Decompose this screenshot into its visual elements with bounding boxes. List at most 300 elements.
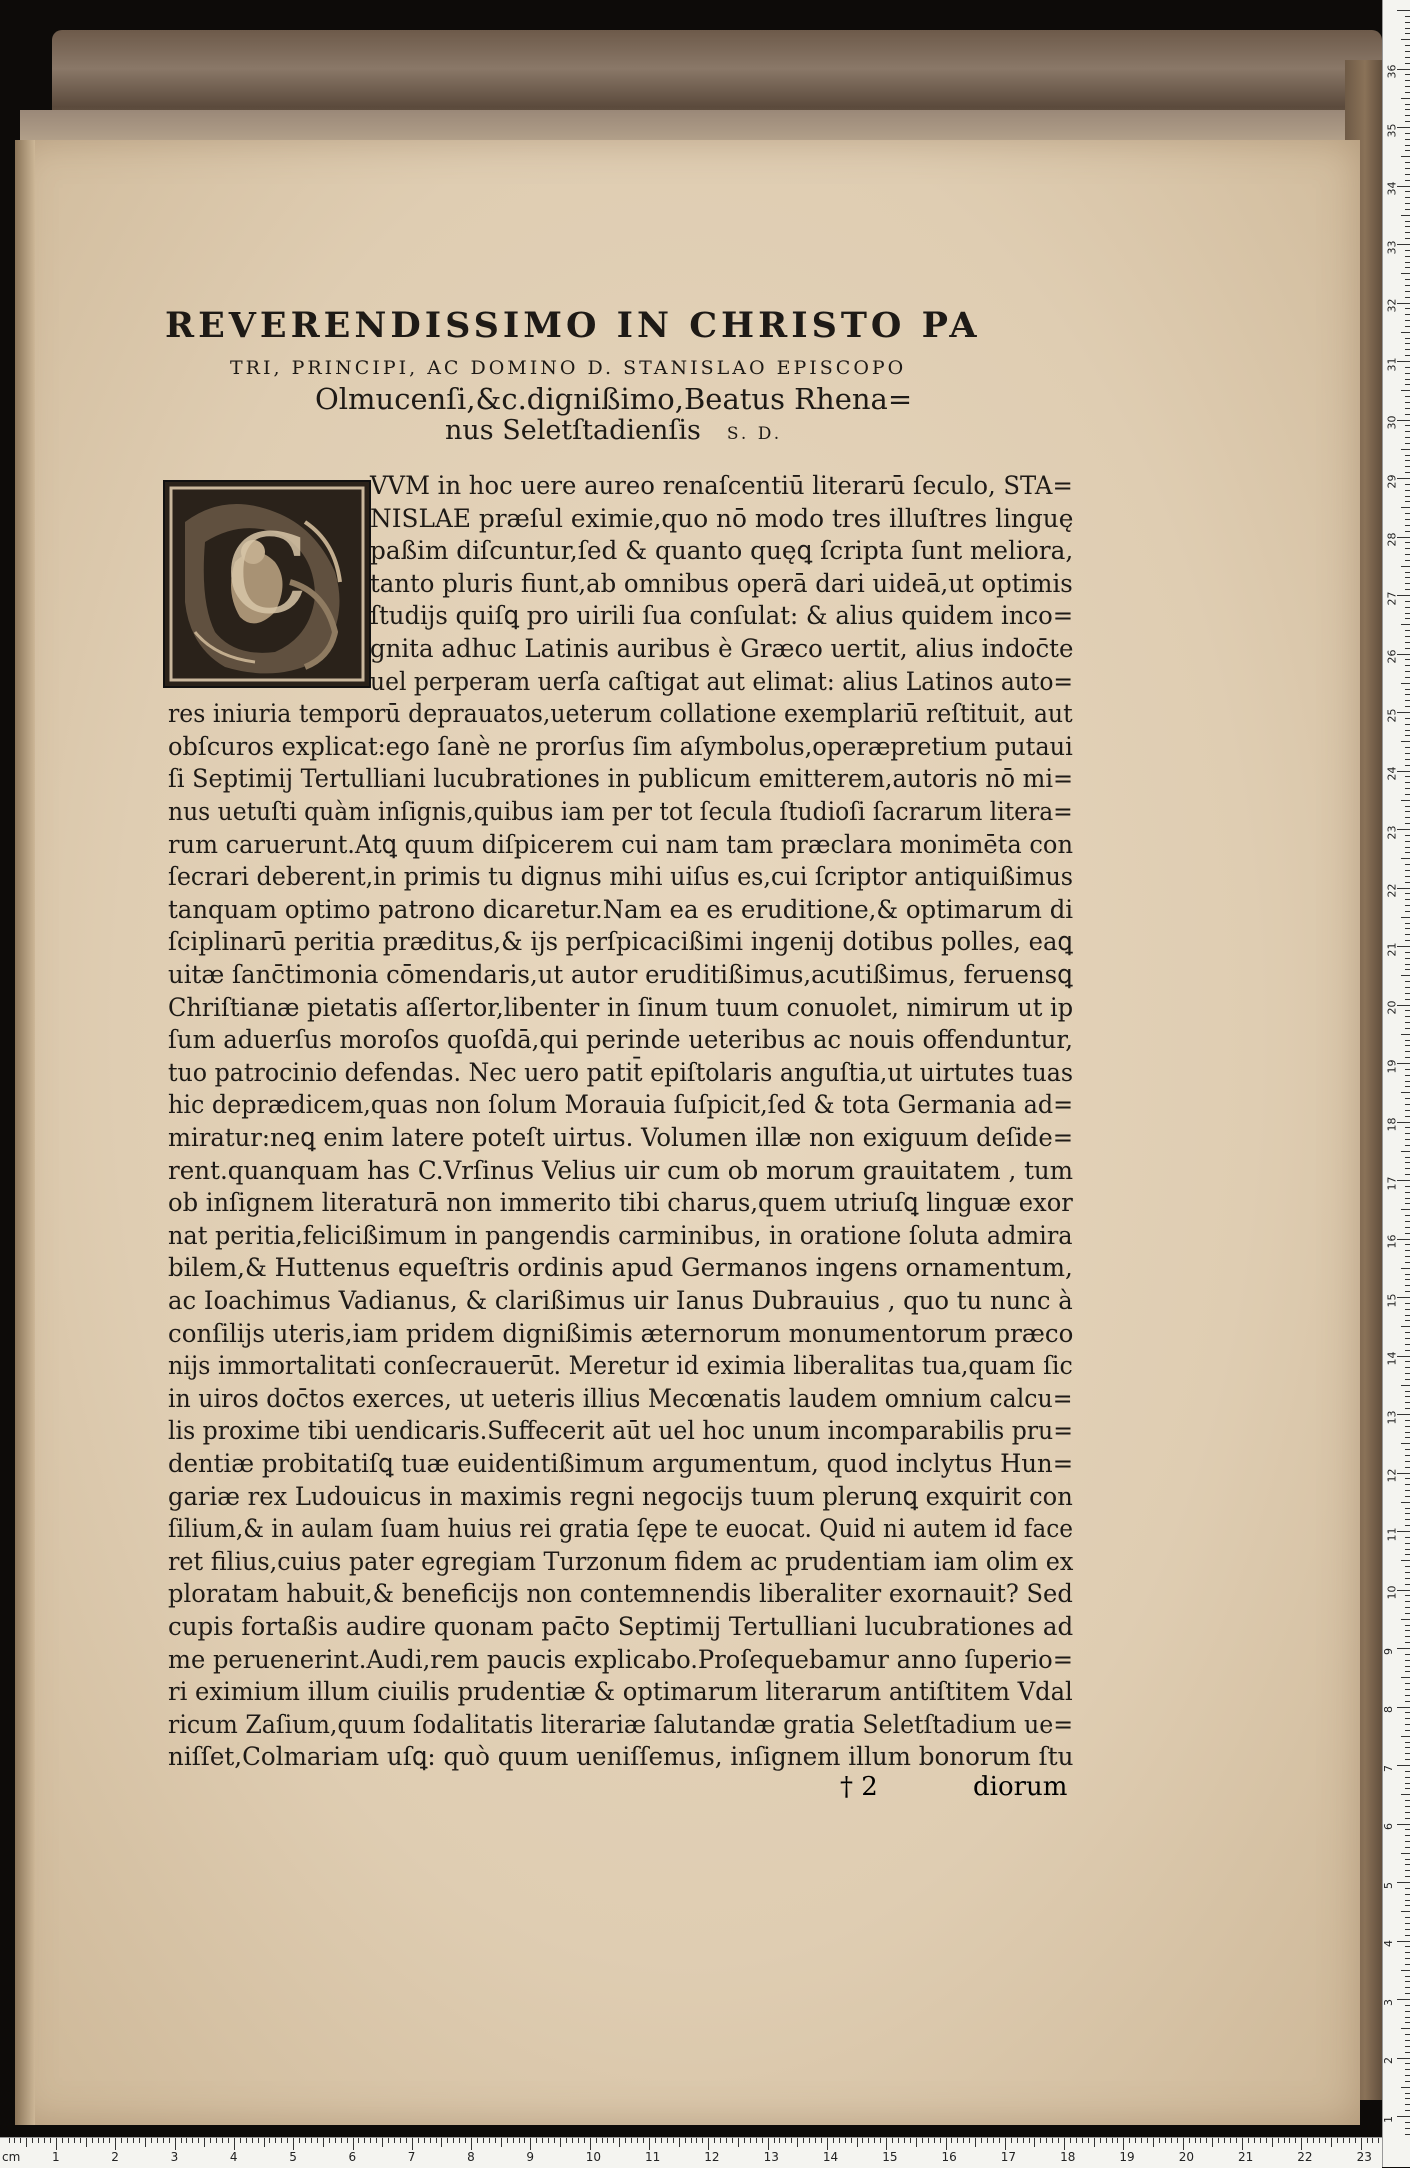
ruler-tick bbox=[1397, 1005, 1410, 1006]
ruler-tick bbox=[779, 2138, 780, 2143]
ruler-tick bbox=[1405, 197, 1410, 198]
ruler-tick bbox=[1405, 2128, 1410, 2129]
ruler-tick bbox=[1405, 262, 1410, 263]
ruler-tick bbox=[584, 2138, 585, 2143]
ruler-tick bbox=[1405, 1215, 1410, 1216]
ruler-tick bbox=[1405, 613, 1410, 614]
ruler-tick bbox=[1405, 314, 1410, 315]
ruler-tick bbox=[1405, 191, 1410, 192]
ruler-tick bbox=[1405, 414, 1410, 415]
ruler-tick bbox=[1405, 958, 1410, 959]
ruler-tick bbox=[234, 2138, 235, 2150]
ruler-tick bbox=[145, 2138, 146, 2147]
ruler-tick bbox=[299, 2138, 300, 2143]
ruler-tick bbox=[376, 2138, 377, 2143]
ruler-tick bbox=[1405, 431, 1410, 432]
ruler-tick bbox=[1405, 706, 1410, 707]
ruler-tick bbox=[1011, 2138, 1012, 2143]
ruler-tick bbox=[1405, 1256, 1410, 1257]
ruler-tick bbox=[1405, 174, 1410, 175]
ruler-tick bbox=[1405, 1888, 1410, 1889]
ruler-tick bbox=[1405, 1028, 1410, 1029]
ruler-tick bbox=[951, 2138, 952, 2143]
ruler-tick bbox=[436, 2138, 437, 2143]
ruler-tick bbox=[477, 2138, 478, 2143]
ruler-tick bbox=[1405, 1800, 1410, 1801]
ruler-tick bbox=[192, 2138, 193, 2143]
ruler-tick bbox=[186, 2138, 187, 2143]
ruler-label: 15 bbox=[882, 2150, 898, 2164]
ruler-tick bbox=[916, 2138, 917, 2147]
ruler-tick bbox=[1405, 1636, 1410, 1637]
ruler-tick bbox=[637, 2138, 638, 2143]
ruler-unit: cm bbox=[2, 2150, 21, 2164]
body-line: uel perperam uerſa caſtigat aut elimat: alius Latinos auto= bbox=[370, 666, 1074, 697]
body-line: gariæ rex Ludouicus in maximis regni negocijs tuum plerunꝗ exquirit con bbox=[168, 1481, 1073, 1512]
ruler-tick bbox=[981, 2138, 982, 2143]
ruler-tick bbox=[1405, 730, 1410, 731]
heading-line-2: TRI, PRINCIPI, AC DOMINO D. STANISLAO EPISCOPO bbox=[230, 357, 907, 379]
ruler-tick bbox=[1405, 150, 1410, 151]
ruler-tick bbox=[1405, 1835, 1410, 1836]
ruler-tick bbox=[56, 2138, 57, 2150]
ruler-tick bbox=[679, 2138, 680, 2147]
ruler-tick bbox=[305, 2138, 306, 2143]
ruler-tick bbox=[501, 2138, 502, 2147]
ruler-tick bbox=[139, 2138, 140, 2143]
ruler-tick bbox=[246, 2138, 247, 2143]
ruler-tick bbox=[1397, 420, 1410, 421]
ruler-tick bbox=[92, 2138, 93, 2143]
ruler-tick bbox=[1405, 700, 1410, 701]
ruler-tick bbox=[1397, 1473, 1410, 1474]
ruler-label: 29 bbox=[1385, 474, 1399, 488]
heading-line-1: REVERENDISSIMO IN CHRISTO PA bbox=[165, 305, 981, 346]
ruler-tick bbox=[1117, 2138, 1118, 2143]
ruler-tick bbox=[655, 2138, 656, 2143]
initial-letter-glyph: C bbox=[224, 510, 310, 638]
ruler-tick bbox=[1405, 355, 1410, 356]
ruler-tick bbox=[1401, 2087, 1410, 2088]
ruler-tick bbox=[1405, 139, 1410, 140]
body-line: nus uetuſti quàm inſignis,quibus iam per tot ſecula ſtudioſi ſacrarum litera= bbox=[168, 797, 1073, 827]
ruler-tick bbox=[1405, 1391, 1410, 1392]
ruler-tick bbox=[519, 2138, 520, 2143]
ruler-tick bbox=[1405, 1578, 1410, 1579]
ruler-tick bbox=[1405, 1981, 1410, 1982]
ruler-tick bbox=[898, 2138, 899, 2143]
ruler-tick bbox=[1405, 1116, 1410, 1117]
ruler-tick bbox=[1401, 1092, 1410, 1093]
body-line: res iniuria temporū deprauatos,ueterum collatione exemplariū reſtituit, aut bbox=[168, 699, 1073, 730]
ruler-tick bbox=[1405, 940, 1410, 941]
ruler-tick bbox=[1401, 273, 1410, 274]
ruler-label: 20 bbox=[1385, 1000, 1399, 1015]
ruler-tick bbox=[1405, 1695, 1410, 1696]
ruler-label: 28 bbox=[1385, 532, 1399, 547]
ruler-tick bbox=[1405, 1478, 1410, 1479]
ruler-tick bbox=[1405, 548, 1410, 549]
ruler-tick bbox=[495, 2138, 496, 2143]
ruler-tick bbox=[175, 2138, 176, 2150]
ruler-tick bbox=[1405, 256, 1410, 257]
ruler-tick bbox=[1405, 1145, 1410, 1146]
ruler-tick bbox=[1405, 1788, 1410, 1789]
ruler-tick bbox=[1405, 1946, 1410, 1947]
ruler-tick bbox=[1405, 1490, 1410, 1491]
ruler-tick bbox=[1183, 2138, 1184, 2150]
ruler-tick bbox=[1405, 1549, 1410, 1550]
ruler-tick bbox=[1405, 893, 1410, 894]
ruler-tick bbox=[1405, 1075, 1410, 1076]
ruler-tick bbox=[1397, 1648, 1410, 1649]
ruler-tick bbox=[181, 2138, 182, 2143]
ruler-tick bbox=[1405, 1379, 1410, 1380]
ruler-tick bbox=[1405, 1250, 1410, 1251]
ruler-tick bbox=[1405, 297, 1410, 298]
ruler-tick bbox=[1405, 1233, 1410, 1234]
ruler-tick bbox=[957, 2138, 958, 2143]
ruler-tick bbox=[691, 2138, 692, 2143]
ruler-tick bbox=[1405, 1420, 1410, 1421]
ruler-tick bbox=[1405, 677, 1410, 678]
ruler-tick bbox=[1401, 1209, 1410, 1210]
ruler-tick bbox=[590, 2138, 591, 2150]
ruler-label: 27 bbox=[1385, 591, 1399, 605]
ruler-tick bbox=[1405, 1595, 1410, 1596]
ruler-tick bbox=[1405, 1098, 1410, 1099]
ruler-tick bbox=[1405, 455, 1410, 456]
ruler-tick bbox=[554, 2138, 555, 2143]
ruler-tick bbox=[1405, 782, 1410, 783]
ruler-tick bbox=[252, 2138, 253, 2143]
ruler-tick bbox=[1405, 209, 1410, 210]
ruler-tick bbox=[1405, 373, 1410, 374]
ruler-tick bbox=[1405, 1759, 1410, 1760]
ruler-tick bbox=[1405, 408, 1410, 409]
ruler-tick bbox=[1405, 1198, 1410, 1199]
ruler-tick bbox=[791, 2138, 792, 2143]
ruler-label: 5 bbox=[1382, 1881, 1395, 1889]
ruler-tick bbox=[281, 2138, 282, 2143]
ruler-tick bbox=[80, 2138, 81, 2143]
ruler-tick bbox=[121, 2138, 122, 2143]
ruler-tick bbox=[1405, 16, 1410, 17]
ruler-tick bbox=[1401, 624, 1410, 625]
ruler-tick bbox=[483, 2138, 484, 2143]
ruler-tick bbox=[1023, 2138, 1024, 2143]
ruler-tick bbox=[1405, 133, 1410, 134]
ruler-tick bbox=[198, 2138, 199, 2143]
ruler-tick bbox=[1405, 2046, 1410, 2047]
ruler-tick bbox=[1401, 1970, 1410, 1971]
ruler-tick bbox=[1405, 1642, 1410, 1643]
ruler-tick bbox=[880, 2138, 881, 2143]
ruler-tick bbox=[1405, 472, 1410, 473]
ruler-tick bbox=[204, 2138, 205, 2147]
ruler-tick bbox=[1401, 1911, 1410, 1912]
ruler-tick bbox=[1405, 1625, 1410, 1626]
ruler-tick bbox=[1405, 905, 1410, 906]
ruler-tick bbox=[1397, 595, 1410, 596]
ruler-tick bbox=[1405, 384, 1410, 385]
ruler-tick bbox=[578, 2138, 579, 2143]
ruler-tick bbox=[1397, 1531, 1410, 1532]
ruler-tick bbox=[1405, 1461, 1410, 1462]
ruler-tick bbox=[98, 2138, 99, 2143]
ruler-tick bbox=[667, 2138, 668, 2143]
ruler-tick bbox=[1405, 1432, 1410, 1433]
ruler-tick bbox=[1405, 115, 1410, 116]
ruler-tick bbox=[1378, 2138, 1379, 2143]
decorated-initial-letter bbox=[163, 480, 371, 688]
ruler-tick bbox=[1405, 63, 1410, 64]
ruler-tick bbox=[1405, 601, 1410, 602]
ruler-tick bbox=[1147, 2138, 1148, 2143]
ruler-tick bbox=[1405, 2052, 1410, 2053]
ruler-tick bbox=[1405, 999, 1410, 1000]
ruler-tick bbox=[50, 2138, 51, 2143]
ruler-tick bbox=[649, 2138, 650, 2150]
ruler-tick bbox=[1070, 2138, 1071, 2143]
ruler-tick bbox=[1405, 1666, 1410, 1667]
ruler-tick bbox=[1405, 1373, 1410, 1374]
ruler-tick bbox=[1401, 800, 1410, 801]
ruler-tick bbox=[1401, 215, 1410, 216]
ruler-tick bbox=[1405, 92, 1410, 93]
ruler-label: 6 bbox=[1382, 1823, 1395, 1830]
ruler-tick bbox=[1200, 2138, 1201, 2143]
body-line: ac Ioachimus Vadianus, & clarißimus uir Ianus Dubrauius , quo tu nunc à bbox=[168, 1286, 1073, 1316]
ruler-tick bbox=[323, 2138, 324, 2147]
ruler-tick bbox=[1401, 917, 1410, 918]
ruler-label: 36 bbox=[1385, 64, 1399, 79]
heading-line-4 bbox=[445, 415, 782, 446]
ruler-label: 13 bbox=[1385, 1410, 1399, 1424]
ruler-tick bbox=[1401, 741, 1410, 742]
ruler-tick bbox=[1397, 2116, 1410, 2117]
ruler-tick bbox=[1405, 145, 1410, 146]
body-line: conſilijs uteris,iam pridem dignißimis æternorum monumentorum præco bbox=[168, 1318, 1074, 1349]
ruler-tick bbox=[1405, 1952, 1410, 1953]
ruler-tick bbox=[1218, 2138, 1219, 2143]
ruler-tick bbox=[1405, 1730, 1410, 1731]
ruler-tick bbox=[1135, 2138, 1136, 2143]
ruler-tick bbox=[1367, 2138, 1368, 2143]
ruler-tick bbox=[1405, 2011, 1410, 2012]
ruler-tick bbox=[1289, 2138, 1290, 2143]
ruler-tick bbox=[524, 2138, 525, 2143]
ruler-tick bbox=[934, 2138, 935, 2143]
ruler-tick bbox=[1405, 168, 1410, 169]
ruler-tick bbox=[335, 2138, 336, 2143]
ruler-tick bbox=[1405, 2081, 1410, 2082]
ruler-tick bbox=[1405, 1361, 1410, 1362]
body-line: ſtudijs quiſꝗ pro uirili ſua conſulat: & alius quidem inco= bbox=[370, 601, 1074, 632]
ruler-label: 34 bbox=[1385, 181, 1399, 196]
body-line: me peruenerint.Audi,rem paucis explicabo.Proſequebamur anno ſuperio= bbox=[168, 1644, 1073, 1675]
ruler-tick bbox=[1401, 1794, 1410, 1795]
ruler-tick bbox=[1405, 1929, 1410, 1930]
ruler-tick bbox=[74, 2138, 75, 2143]
body-line: niſſet,Colmariam uſꝗ: quò quum ueniſſemus, inſignem illum bonorum ſtu bbox=[168, 1742, 1074, 1773]
body-line: ſum aduerſus moroſos quoſdā,qui perinde ueteribus ac nouis offenduntur, bbox=[168, 1025, 1073, 1056]
ruler-tick bbox=[1405, 1630, 1410, 1631]
heading-line-4-text: nus Seletſtadienſis bbox=[445, 415, 701, 446]
ruler-tick bbox=[1405, 1537, 1410, 1538]
ruler-tick bbox=[1405, 367, 1410, 368]
page-footer bbox=[168, 1772, 1073, 1808]
ruler-tick bbox=[1405, 1742, 1410, 1743]
ruler-tick bbox=[1405, 1701, 1410, 1702]
ruler-tick bbox=[1405, 1747, 1410, 1748]
ruler-tick bbox=[1405, 1139, 1410, 1140]
ruler-tick bbox=[1248, 2138, 1249, 2143]
ruler-tick bbox=[459, 2138, 460, 2143]
ruler-tick bbox=[453, 2138, 454, 2143]
salutation: S. D. bbox=[726, 424, 783, 444]
ruler-tick bbox=[1331, 2138, 1332, 2147]
body-line: tanto pluris fiunt,ab omnibus operā dari uideā,ut optimis bbox=[370, 568, 1073, 599]
ruler-tick bbox=[1272, 2138, 1273, 2147]
ruler-tick bbox=[1040, 2138, 1041, 2143]
ruler-tick bbox=[1397, 1239, 1410, 1240]
ruler-tick bbox=[311, 2138, 312, 2143]
ruler-tick bbox=[1397, 2058, 1410, 2059]
ruler-tick bbox=[1405, 1964, 1410, 1965]
ruler-tick bbox=[1405, 1332, 1410, 1333]
ruler-tick bbox=[1401, 2028, 1410, 2029]
body-line: rent.quanquam has C.Vrſinus Velius uir cum ob morum grauitatem , tum bbox=[168, 1155, 1074, 1186]
ruler-tick bbox=[1129, 2138, 1130, 2143]
ruler-tick bbox=[673, 2138, 674, 2143]
ruler-tick bbox=[1405, 554, 1410, 555]
ruler-tick bbox=[358, 2138, 359, 2143]
ruler-tick bbox=[999, 2138, 1000, 2143]
ruler-tick bbox=[228, 2138, 229, 2143]
ruler-tick bbox=[1159, 2138, 1160, 2143]
ruler-tick bbox=[720, 2138, 721, 2143]
ruler-tick bbox=[1405, 1192, 1410, 1193]
ruler-tick bbox=[1405, 765, 1410, 766]
ruler-tick bbox=[1405, 1367, 1410, 1368]
ruler-tick bbox=[1076, 2138, 1077, 2143]
ruler-tick bbox=[1405, 484, 1410, 485]
ruler-label: 11 bbox=[1385, 1527, 1399, 1541]
ruler-label: 9 bbox=[1382, 1647, 1395, 1655]
ruler-tick bbox=[536, 2138, 537, 2143]
ruler-tick bbox=[1405, 221, 1410, 222]
ruler-tick bbox=[1064, 2138, 1065, 2150]
ruler-tick bbox=[1343, 2138, 1344, 2143]
ruler-tick bbox=[797, 2138, 798, 2147]
ruler-tick bbox=[1206, 2138, 1207, 2143]
body-line: ſi Septimij Tertulliani lucubrationes in publicum emitterem,autoris nō mi= bbox=[168, 764, 1074, 795]
ruler-tick bbox=[1405, 531, 1410, 532]
ruler-tick bbox=[1405, 934, 1410, 935]
ruler-tick bbox=[1401, 98, 1410, 99]
ruler-tick bbox=[685, 2138, 686, 2143]
ruler-tick bbox=[1405, 1847, 1410, 1848]
ruler-tick bbox=[1405, 1285, 1410, 1286]
ruler-tick bbox=[1405, 1864, 1410, 1865]
ruler-tick bbox=[412, 2138, 413, 2150]
ruler-label: 3 bbox=[170, 2150, 179, 2164]
ruler-tick bbox=[1405, 279, 1410, 280]
ruler-tick bbox=[975, 2138, 976, 2147]
ruler-tick bbox=[1405, 1168, 1410, 1169]
ruler-tick bbox=[1405, 1262, 1410, 1263]
ruler-tick bbox=[596, 2138, 597, 2143]
ruler-tick bbox=[910, 2138, 911, 2143]
ruler-tick bbox=[1405, 747, 1410, 748]
ruler-tick bbox=[1405, 1513, 1410, 1514]
ruler-tick bbox=[1405, 437, 1410, 438]
ruler-tick bbox=[1405, 589, 1410, 590]
ruler-tick bbox=[1397, 303, 1410, 304]
ruler-label: 26 bbox=[1385, 649, 1399, 664]
ruler-tick bbox=[1405, 1396, 1410, 1397]
ruler-tick bbox=[1405, 2022, 1410, 2023]
ruler-tick bbox=[1405, 1976, 1410, 1977]
ruler-tick bbox=[963, 2138, 964, 2143]
ruler-tick bbox=[1405, 490, 1410, 491]
ruler-tick bbox=[1405, 1543, 1410, 1544]
body-line: NISLAE præſul eximie,quo nō modo tres illuſtres linguę bbox=[370, 503, 1074, 534]
body-line: VVM in hoc uere aureo renaſcentiū literarū ſeculo, STA= bbox=[370, 471, 1073, 501]
ruler-tick bbox=[1171, 2138, 1172, 2143]
ruler-tick bbox=[1401, 683, 1410, 684]
body-line: nat peritia,felicißimum in pangendis carminibus, in oratione ſoluta admira bbox=[168, 1220, 1073, 1251]
ruler-tick bbox=[1405, 993, 1410, 994]
ruler-tick bbox=[1405, 583, 1410, 584]
ruler-tick bbox=[1212, 2138, 1213, 2147]
ruler-tick bbox=[1397, 888, 1410, 889]
ruler-tick bbox=[1405, 847, 1410, 848]
ruler-tick bbox=[714, 2138, 715, 2143]
ruler-tick bbox=[1397, 1999, 1410, 2000]
ruler-label: 25 bbox=[1385, 708, 1399, 722]
ruler-label: 1 bbox=[1382, 2115, 1395, 2123]
ruler-tick bbox=[969, 2138, 970, 2143]
ruler-tick bbox=[1405, 162, 1410, 163]
ruler-tick bbox=[1141, 2138, 1142, 2143]
ruler-tick bbox=[1230, 2138, 1231, 2143]
ruler-label: 3 bbox=[1382, 1998, 1395, 2006]
ruler-tick bbox=[1100, 2138, 1101, 2143]
ruler-tick bbox=[1397, 1297, 1410, 1298]
ruler-tick bbox=[1405, 1057, 1410, 1058]
ruler-tick bbox=[1405, 80, 1410, 81]
ruler-tick bbox=[1405, 1683, 1410, 1684]
ruler-tick bbox=[1405, 1987, 1410, 1988]
ruler-tick bbox=[1405, 1350, 1410, 1351]
ruler-tick bbox=[1397, 1590, 1410, 1591]
ruler-tick bbox=[1401, 1151, 1410, 1152]
ruler-tick bbox=[424, 2138, 425, 2143]
ruler-tick bbox=[1189, 2138, 1190, 2143]
ruler-tick bbox=[1405, 238, 1410, 239]
ruler-tick bbox=[20, 2138, 21, 2143]
ruler-tick bbox=[1405, 1110, 1410, 1111]
ruler-tick bbox=[1405, 109, 1410, 110]
ruler-tick bbox=[1165, 2138, 1166, 2143]
ruler-tick bbox=[1195, 2138, 1196, 2143]
ruler-tick bbox=[1405, 1613, 1410, 1614]
ruler-tick bbox=[874, 2138, 875, 2143]
ruler-tick bbox=[857, 2138, 858, 2147]
ruler-tick bbox=[643, 2138, 644, 2143]
